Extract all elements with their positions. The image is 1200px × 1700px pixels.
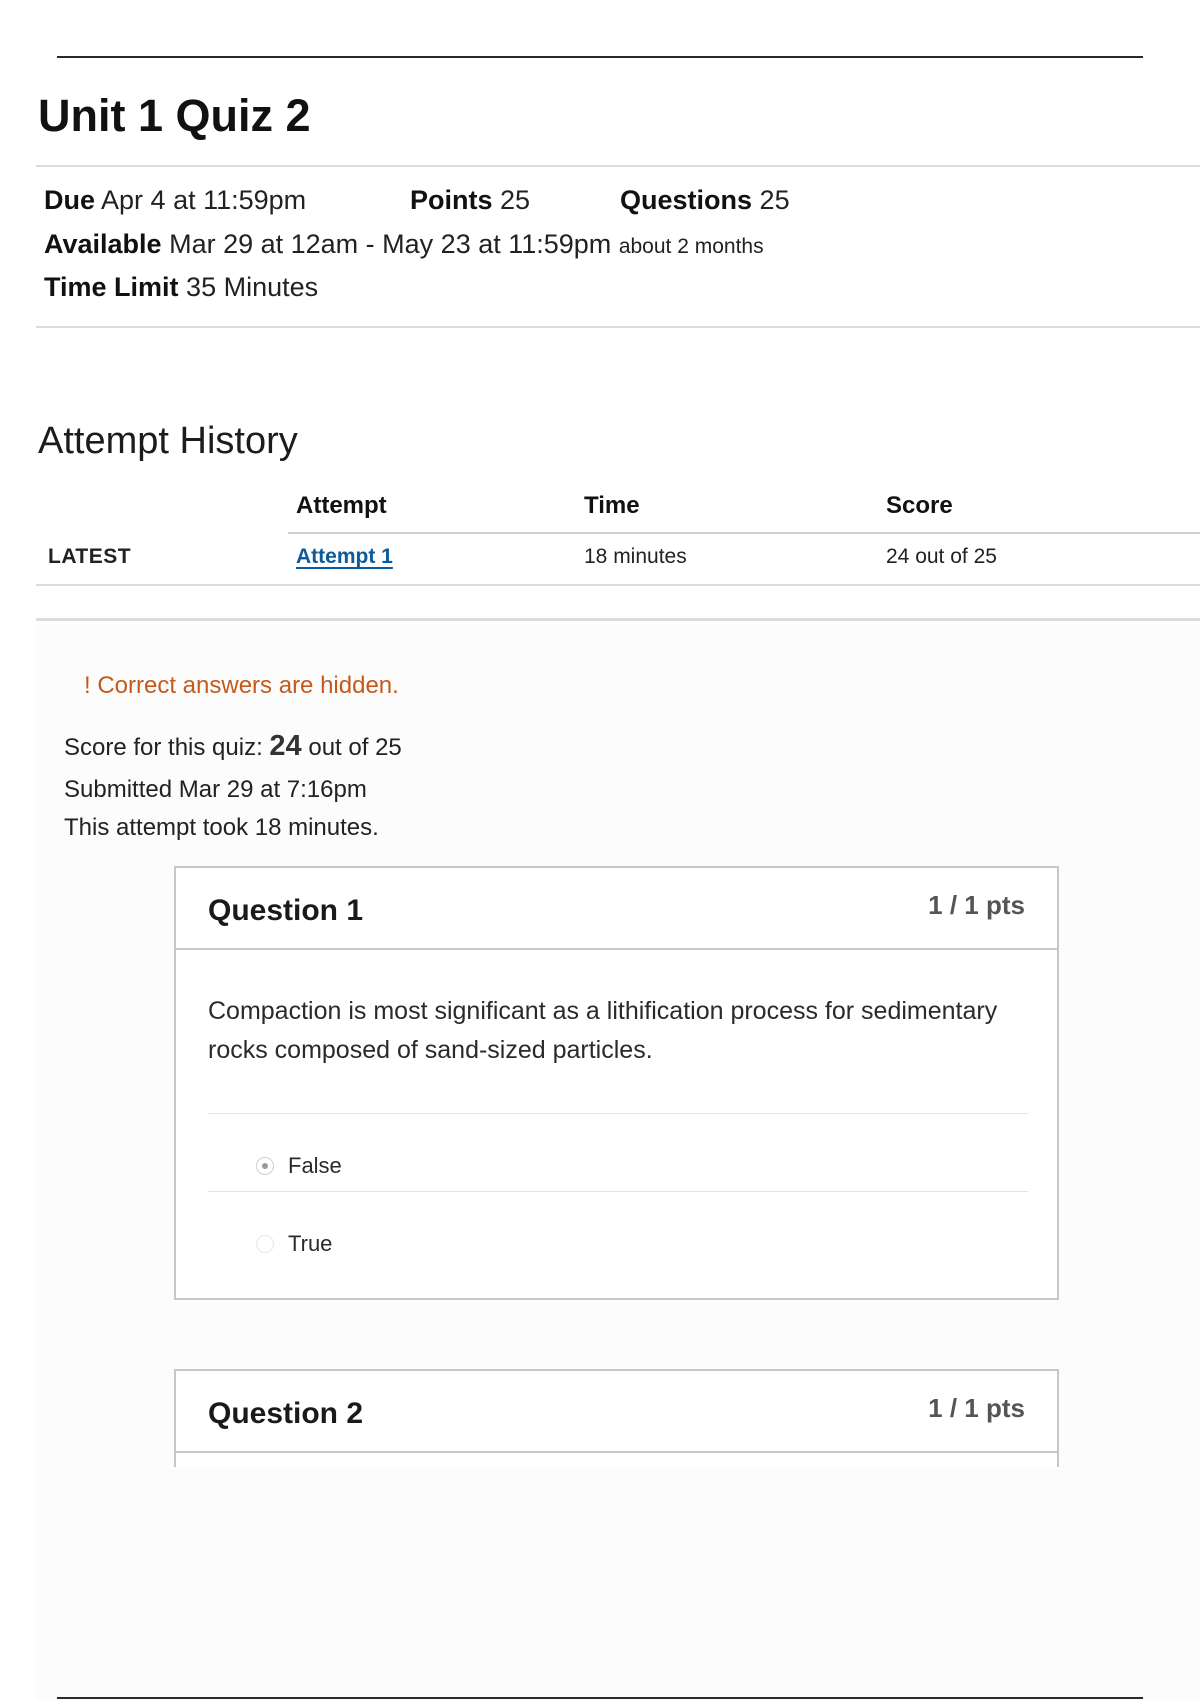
points-detail (410, 185, 530, 216)
attempt-1-link[interactable]: Attempt 1 (296, 545, 393, 568)
due-label: Due (44, 185, 96, 215)
score-value: 24 (269, 730, 302, 762)
time-limit-value: 35 Minutes (186, 272, 319, 302)
table-header-divider (288, 532, 1200, 534)
points-label: Points (410, 185, 493, 215)
question-points: 1 / 1 pts (928, 1393, 1025, 1423)
questions-value: 25 (759, 185, 790, 215)
answer-divider (208, 1113, 1028, 1114)
score-suffix: out of 25 (308, 734, 402, 761)
column-header-time: Time (584, 492, 640, 519)
attempt-cell (296, 545, 393, 569)
radio-selected-icon[interactable] (256, 1157, 274, 1175)
question-text: Compaction is most significant as a lithification process for sedimentary rocks composed of sand-sized particles. (208, 997, 998, 1064)
title-divider (36, 165, 1200, 167)
column-header-attempt: Attempt (296, 492, 387, 519)
details-divider (36, 326, 1200, 328)
correct-answers-hidden-notice: ! Correct answers are hidden. (84, 672, 399, 699)
latest-badge: LATEST (48, 545, 132, 568)
answer-divider (208, 1191, 1028, 1192)
column-header-score: Score (886, 492, 953, 519)
page-title: Unit 1 Quiz 2 (38, 90, 311, 141)
answer-label: False (288, 1153, 342, 1178)
question-title: Question 2 (208, 1397, 364, 1430)
time-limit-detail (44, 272, 318, 303)
question-card (174, 866, 1059, 1300)
questions-detail (620, 185, 790, 216)
availability-detail (44, 229, 764, 260)
score-cell: 24 out of 25 (886, 545, 997, 568)
quiz-score (64, 730, 402, 763)
questions-label: Questions (620, 185, 753, 215)
question-title: Question 1 (208, 894, 364, 927)
submitted-date: Submitted Mar 29 at 7:16pm (64, 776, 367, 803)
time-cell: 18 minutes (584, 545, 687, 568)
question-points: 1 / 1 pts (928, 890, 1025, 920)
available-value: Mar 29 at 12am - May 23 at 11:59pm (169, 229, 612, 259)
answer-label: True (288, 1231, 333, 1256)
radio-unselected-icon[interactable] (256, 1235, 274, 1253)
question-header (176, 1371, 1057, 1453)
question-header (176, 868, 1057, 950)
bottom-divider (57, 1697, 1143, 1699)
results-divider (36, 618, 1200, 621)
table-bottom-divider (36, 584, 1200, 586)
attempt-duration: This attempt took 18 minutes. (64, 814, 379, 841)
score-prefix: Score for this quiz: (64, 734, 263, 761)
available-label: Available (44, 229, 162, 259)
available-note: about 2 months (618, 235, 764, 258)
time-limit-label: Time Limit (44, 272, 179, 302)
due-value: Apr 4 at 11:59pm (101, 185, 307, 215)
quiz-details-row-1 (44, 185, 306, 216)
points-value: 25 (500, 185, 531, 215)
top-divider (57, 56, 1143, 58)
attempt-history-title: Attempt History (38, 420, 298, 462)
answer-option (256, 1153, 342, 1179)
answer-option (256, 1231, 332, 1257)
question-card (174, 1369, 1059, 1467)
